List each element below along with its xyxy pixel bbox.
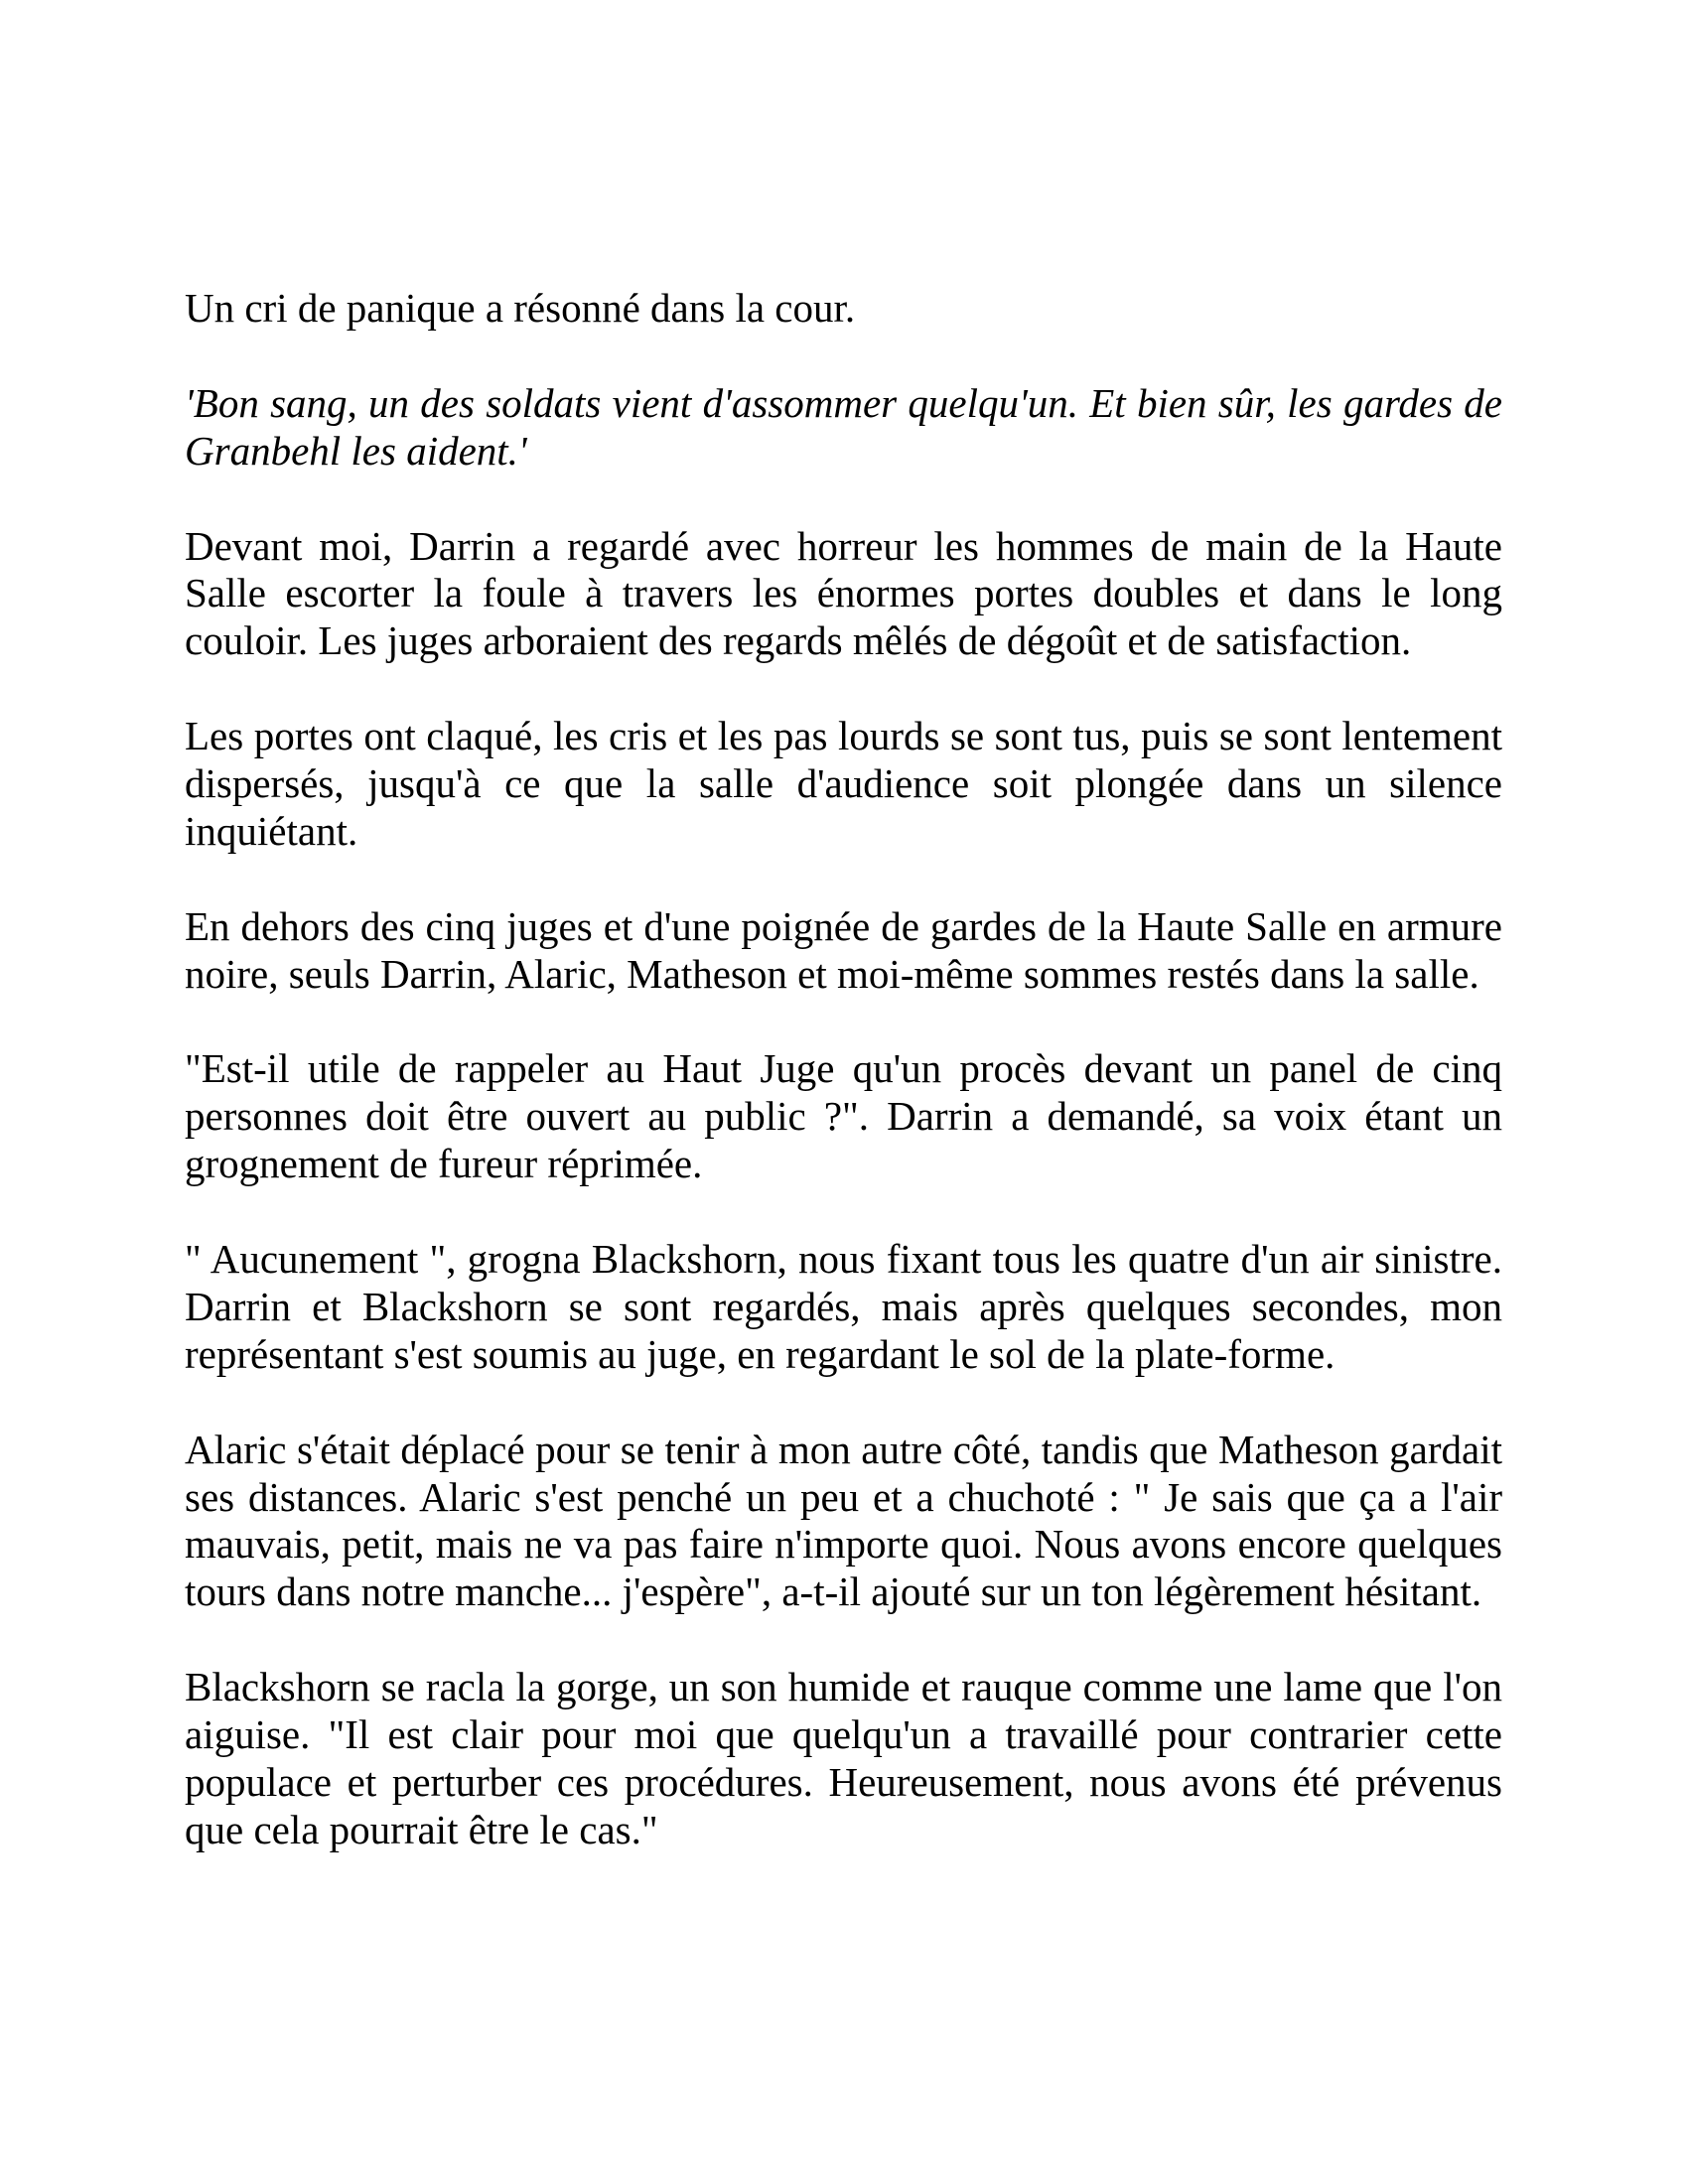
paragraph-3: Devant moi, Darrin a regardé avec horreur les hommes de main de la Haute Salle escorter la foule à travers les énormes portes doubles et dans le long couloir. Les juges arboraient des regards mêlés de dégoût et de satisfaction. <box>185 522 1502 664</box>
paragraph-6: "Est-il utile de rappeler au Haut Juge qu'un procès devant un panel de cinq personnes doit être ouvert au public ?". Darrin a demandé, sa voix étant un grognement de fureur réprimée. <box>185 1045 1502 1187</box>
paragraph-1: Un cri de panique a résonné dans la cour. <box>185 285 856 331</box>
paragraph-9: Blackshorn se racla la gorge, un son humide et rauque comme une lame que l'on aiguise. "Il est clair pour moi que quelqu'un a travaillé pour contrarier cette populace et perturber ces procédures. Heureusement, nous avons été prévenus que cela pourrait être le cas." <box>185 1664 1502 1852</box>
paragraph-4: Les portes ont claqué, les cris et les pas lourds se sont tus, puis se sont lentement dispersés, jusqu'à ce que la salle d'audience soit plongée dans un silence inquiétant. <box>185 713 1502 854</box>
paragraph-7: " Aucunement ", grogna Blackshorn, nous fixant tous les quatre d'un air sinistre. Darrin et Blackshorn se sont regardés, mais après quelques secondes, mon représentant s'est soumis au juge, en regardant le sol de la plate-forme. <box>185 1236 1502 1377</box>
paragraph-8: Alaric s'était déplacé pour se tenir à mon autre côté, tandis que Matheson gardait ses distances. Alaric s'est penché un peu et a chuchoté : " Je sais que ça a l'air mauvais, petit, mais ne va pas faire n'importe quoi. Nous avons encore quelques tours dans notre manche... j'espère", a-t-il ajouté sur un ton légèrement hésitant. <box>185 1426 1502 1615</box>
body-text <box>185 285 1502 1902</box>
paragraph-2-italic-thought: 'Bon sang, un des soldats vient d'assommer quelqu'un. Et bien sûr, les gardes de Granbehl les aident.' <box>185 379 1502 474</box>
paragraph-5: En dehors des cinq juges et d'une poignée de gardes de la Haute Salle en armure noire, seuls Darrin, Alaric, Matheson et moi-même sommes restés dans la salle. <box>185 902 1502 997</box>
